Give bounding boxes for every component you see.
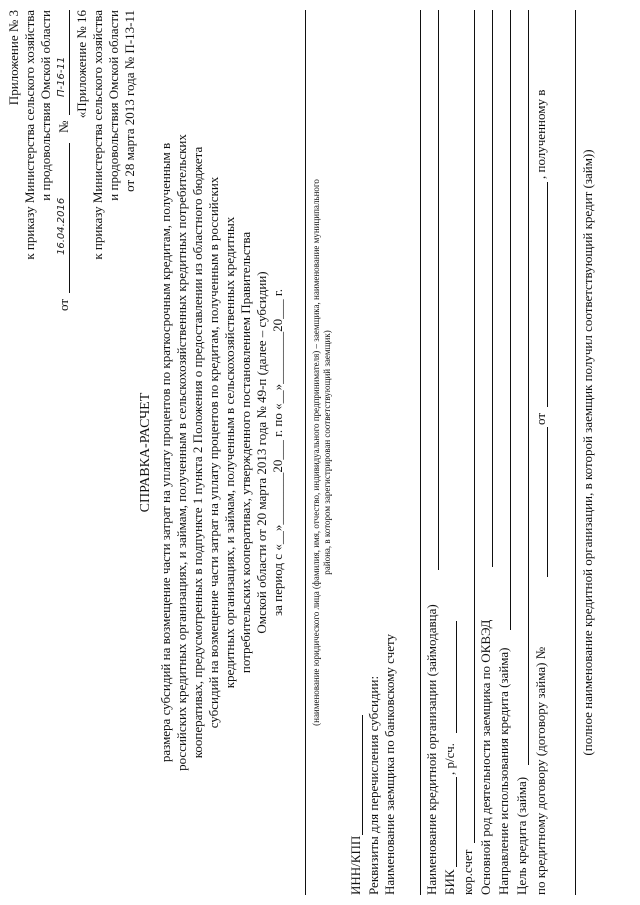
credit-org-label: Наименование кредитной организации (займодавца) — [424, 604, 439, 895]
inn-kpp-label: ИНН/КПП — [348, 835, 363, 895]
contract-number-field — [547, 427, 548, 577]
title-line-7: Омской области от 20 марта 2013 года № 49-п (далее – субсидии) — [254, 271, 269, 634]
bik-field — [456, 777, 457, 867]
title-line-3: кооперативах, предусмотренных в подпункте 1 пункта 2 Положения о предоставлении из областного бюджета — [190, 146, 205, 759]
goal-field — [528, 10, 529, 765]
order2-line-1: к приказу Министерства сельского хозяйства — [90, 10, 105, 260]
goal-label: Цель кредита (займа) — [514, 776, 529, 895]
received-in-label: , полученному в — [533, 89, 548, 179]
purpose-field — [510, 10, 511, 630]
document-heading: СПРАВКА-РАСЧЕТ — [138, 392, 153, 513]
rsch-label: , р/сч. — [442, 743, 457, 775]
bik-label: БИК — [442, 869, 457, 895]
borrower-caption-1: (наименование юридического лица (фамилия, имя, отчество, индивидуального предпринимателя) – заемщика, наименование муниципального — [311, 179, 321, 726]
contract-label: по кредитному договору (договору займа) № — [533, 646, 548, 895]
bank-account-name-label: Наименование заемщика по банковскому счету — [382, 634, 397, 895]
okved-field — [492, 10, 493, 567]
bottom-caption: (полное наименование кредитной организации, в которой заемщик получил соответствующий кредит (займ)) — [580, 149, 595, 756]
title-line-1: размера субсидий на возмещение части затрат на уплату процентов по краткосрочным кредитам, полученным в — [158, 142, 173, 763]
inn-kpp-field — [362, 715, 363, 835]
requisites-label: Реквизиты для перечисления субсидии: — [366, 675, 381, 895]
title-line-2: российских кредитных организациях, и займам, полученным в сельскохозяйственных кредитных потребительских — [174, 134, 189, 771]
order2-line-2: и продовольствия Омской области — [106, 10, 121, 201]
appendix-16-label: «Приложение № 16 — [74, 10, 89, 119]
order-date-handwritten: 16.04.2016 — [56, 197, 67, 255]
title-line-6: потребительских кооперативах, утвержденного постановлением Правительства — [238, 231, 253, 674]
purpose-label: Направление использования кредита (займа) — [496, 647, 511, 895]
borrower-caption-2: района, в котором зарегистрирован соответствующий заемщик) — [322, 330, 332, 575]
korsch-field — [474, 10, 475, 843]
credit-org-field — [438, 10, 439, 570]
order2-line-3: от 28 марта 2013 года № П-13-11 — [122, 10, 137, 192]
title-line-4: субсидий на возмещение части затрат на уплату процентов по кредитам, полученным в российских — [206, 176, 221, 729]
contract-date-field — [547, 182, 548, 407]
borrower-name-line — [305, 10, 306, 895]
rsch-field — [456, 621, 457, 733]
order-date-prefix: от — [56, 298, 71, 311]
credit-org-full-name-line — [575, 10, 576, 895]
order-date-underline — [69, 143, 70, 293]
contract-date-prefix: от — [533, 412, 548, 425]
order-number-handwritten: П-16-11 — [56, 56, 67, 97]
title-line-5: кредитных организациях, и займам, полученным в сельскохозяйственных кредитных — [222, 216, 237, 689]
order-line-1: к приказу Министерства сельского хозяйства — [22, 10, 37, 260]
order-line-2: и продовольствия Омской области — [38, 10, 53, 201]
reporting-period: за период с «__»________20___ г. по «__»________20___ г. — [270, 288, 285, 617]
okved-label: Основной род деятельности заемщика по ОКВЭД — [478, 619, 493, 895]
order-number-underline — [69, 10, 70, 115]
order-number-prefix: № — [56, 120, 71, 133]
appendix-3-label: Приложение № 3 — [6, 10, 21, 106]
korsch-label: кор.счет — [460, 849, 475, 895]
blank-line — [420, 10, 421, 895]
